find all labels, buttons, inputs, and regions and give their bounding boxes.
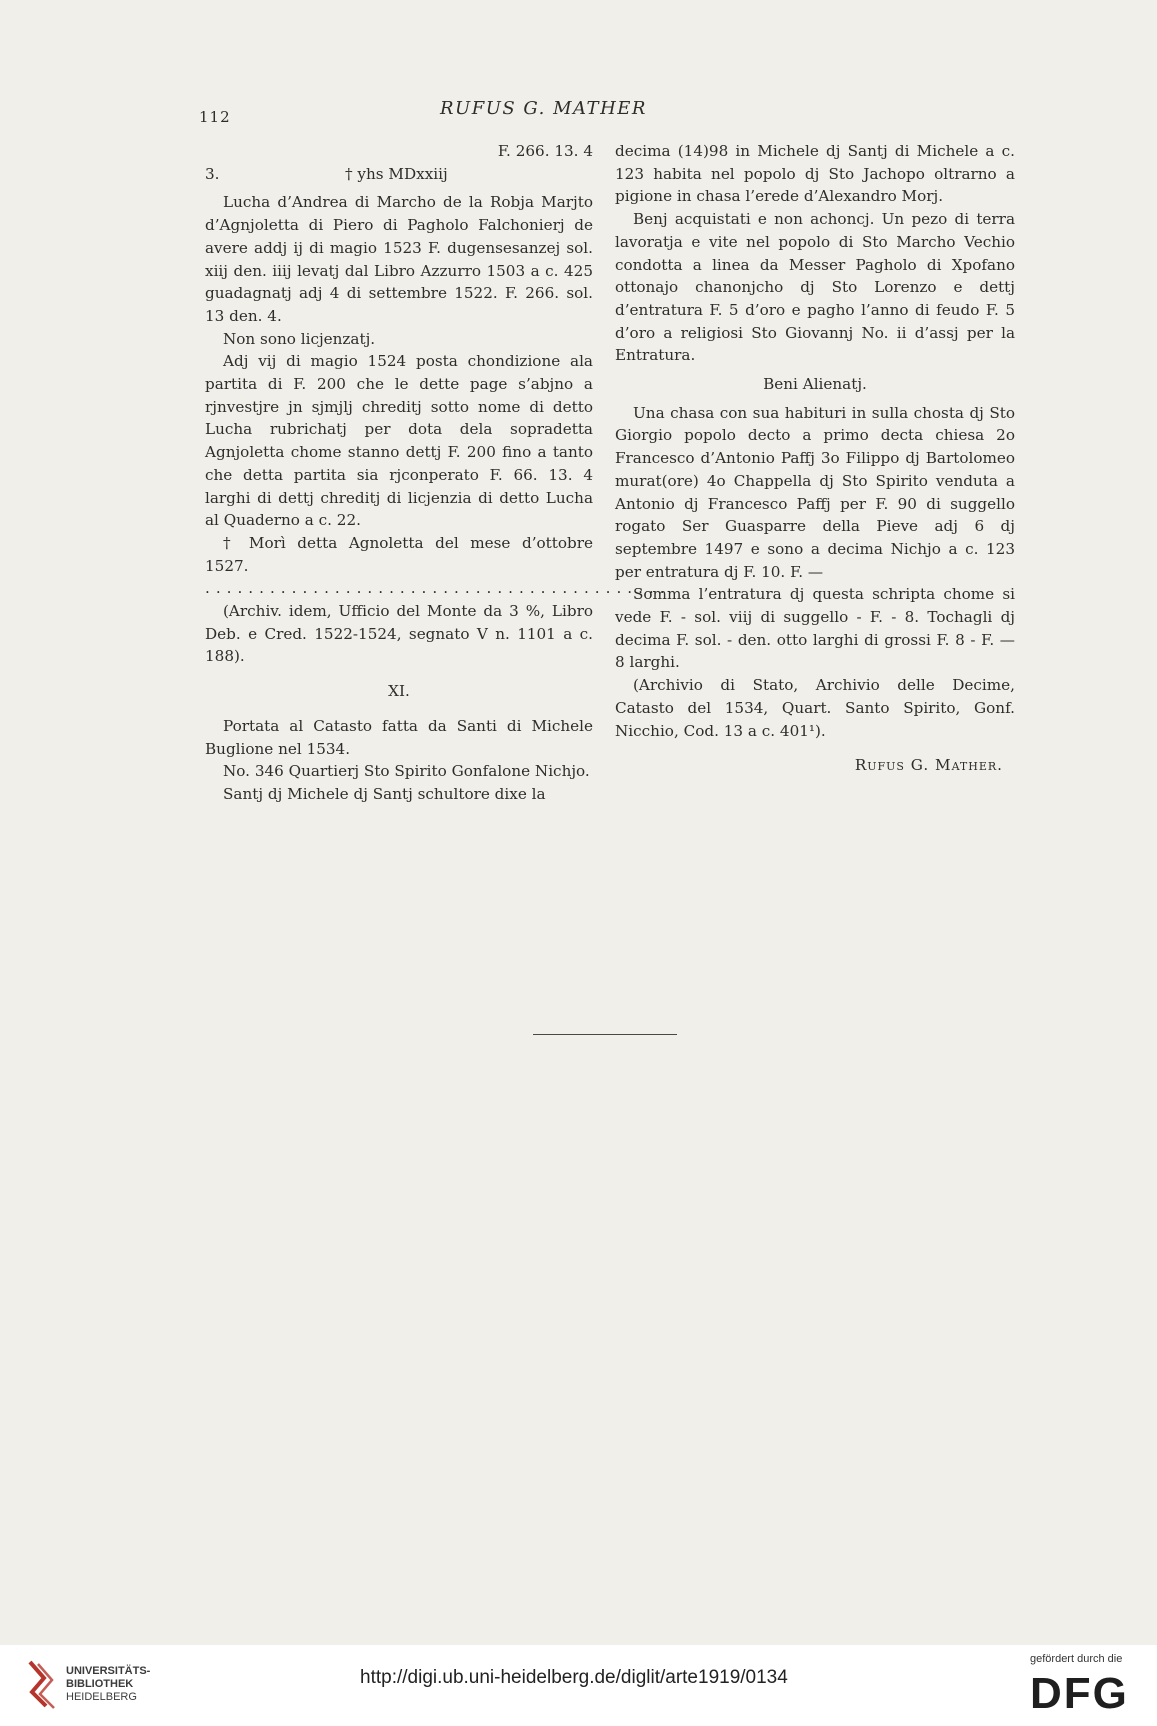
running-title: RUFUS G. MATHER <box>440 98 647 119</box>
paragraph: decima (14)98 in Michele dj Santj di Michele a c. 123 habita nel popolo dj Sto Jachopo oltrarno a pigione in chasa l’erede d’Alexandro Morj. <box>615 142 1015 206</box>
entry-header <box>205 163 593 186</box>
page-number: 112 <box>199 108 231 126</box>
paragraph: Non sono licjenzatj. <box>223 329 376 348</box>
library-name-line: BIBLIOTHEK <box>66 1678 134 1690</box>
left-column <box>205 140 671 806</box>
paragraph: Santj dj Michele dj Santj schultore dixe la <box>223 784 546 803</box>
end-rule <box>533 1034 677 1035</box>
library-name <box>66 1665 150 1704</box>
paragraph: Benj acquistati e non achoncj. Un pezo di terra lavoratja e vite nel popolo di Sto Marcho Vechio condotta a linea da Messer Pagholo di Xpofano ottonajo chanonjcho dj Sto Lorenzo e dettj d’entratura F. 5 d’oro e pagho l’anno di feudo F. 5 d’oro a religiosi Sto Giovannj No. ii d’assj per la Entratura. <box>615 210 1015 365</box>
permalink-url[interactable]: http://digi.ub.uni-heidelberg.de/diglit/arte1919/0134 <box>360 1667 788 1688</box>
paragraph: Una chasa con sua habituri in sulla chosta dj Sto Giorgio popolo decto a primo decta chiesa 2o Francesco d’Antonio Paffj 3o Filippo dj Bartolomeo murat(ore) 4o Chappella dj Sto Spirito venduta a Antonio dj Francesco Paffj per F. 90 di suggello rogato Ser Guasparre della Pieve adj 6 dj septembre 1497 e sono a decima Nichjo a c. 123 per entratura dj F. 10. F. — <box>615 403 1015 581</box>
author-signature: Rufus G. Mather. <box>854 756 1003 775</box>
paragraph: † Morì detta Agnoletta del mese d’ottobre 1527. <box>205 533 593 575</box>
paragraph: Adj vij di magio 1524 posta chondizione ala partita di F. 200 che le dette page s’abjno a rjnvestjre jn sjmjlj chreditj sotto nome di detto Lucha rubrichatj per dota dela sopradetta Agnjoletta chome stanno dettj F. 200 fino a tanto che detta partita sia rjconperato F. 66. 13. 4 larghi di dettj chreditj di licjenzia di detto Lucha al Quaderno a c. 22. <box>205 352 593 530</box>
subheading: Beni Alienatj. <box>763 375 867 394</box>
ellipsis-dots: ........................................... <box>205 579 671 598</box>
library-name-line: UNIVERSITÄTS- <box>66 1665 151 1677</box>
paragraph: No. 346 Quartierj Sto Spirito Gonfalone Nichjo. <box>223 762 590 781</box>
library-name-line: HEIDELBERG <box>66 1691 137 1703</box>
library-logo-icon <box>24 1654 60 1714</box>
paragraph: Somma l’entratura dj questa schripta chome si vede F. - sol. viij di suggello - F. - 8. Tochagli dj decima F. sol. - den. otto larghi di grossi F. 8 - F. — 8 larghi. <box>615 585 1015 672</box>
entry-heading: † yhs MDxxiij <box>345 164 448 183</box>
paragraph: Lucha d’Andrea di Marcho de la Robja Marjto d’Agnjoletta di Piero di Pagholo Falchonierj de avere addj ij di magio 1523 F. dugensesanzej sol. xiij den. iiij levatj dal Libro Azzurro 1503 a c. 425 guadagnatj adj 4 di settembre 1522. F. 266. sol. 13 den. 4. <box>205 193 593 325</box>
dfg-logo: DFG <box>1030 1669 1129 1718</box>
section-heading: XI. <box>388 682 410 701</box>
funding-note: gefördert durch die <box>1030 1653 1123 1665</box>
citation: (Archivio di Stato, Archivio delle Decime, Catasto del 1534, Quart. Santo Spirito, Gonf. Nicchio, Cod. 13 a c. 401¹). <box>615 676 1015 740</box>
citation: (Archiv. idem, Ufficio del Monte da 3 %, Libro Deb. e Cred. 1522-1524, segnato V n. 1101 a c. 188). <box>205 602 593 666</box>
paragraph: Portata al Catasto fatta da Santi di Michele Buglione nel 1534. <box>205 716 593 758</box>
reference-line: F. 266. 13. 4 <box>497 142 593 160</box>
right-column <box>615 140 1015 777</box>
entry-number: 3. <box>205 164 220 183</box>
